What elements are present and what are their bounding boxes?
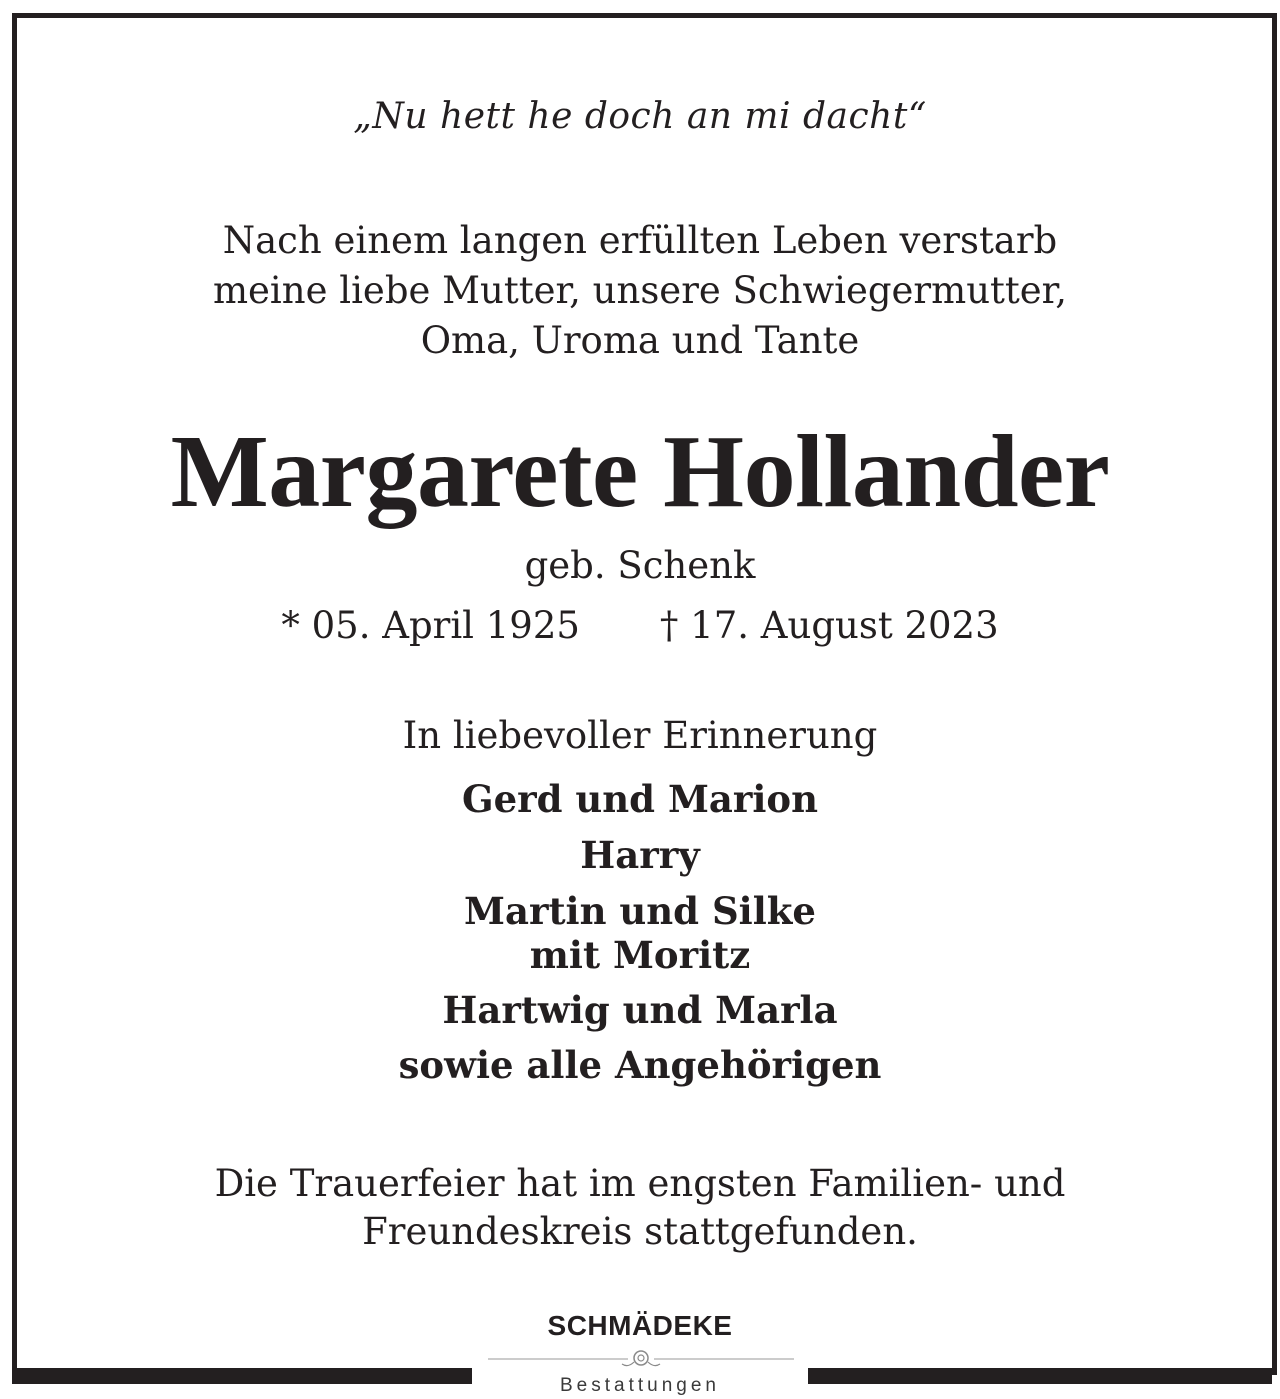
birth-date: * 05. April 1925 <box>281 604 580 647</box>
motto-quote: „Nu hett he doch an mi dacht“ <box>353 96 927 137</box>
deceased-name: Margarete Hollander <box>170 414 1110 529</box>
mourner-line: sowie alle Angehörigen <box>398 1043 882 1087</box>
mourner-line: Martin und Silke <box>464 889 816 933</box>
memory-line: In liebevoller Erinnerung <box>402 714 878 757</box>
funeral-home-subtitle: Bestattungen <box>560 1375 720 1396</box>
swirl-ornament-icon <box>488 1348 794 1370</box>
ceremony-note <box>0 1160 1280 1256</box>
intro-line: meine liebe Mutter, unsere Schwiegermutter, <box>212 269 1068 312</box>
mourner-line: Hartwig und Marla <box>442 988 838 1032</box>
death-date: † 17. August 2023 <box>659 604 999 647</box>
intro-line: Oma, Uroma und Tante <box>420 319 860 362</box>
life-dates <box>0 604 1280 647</box>
intro-text <box>0 216 1280 366</box>
mourner-line: Harry <box>580 833 700 877</box>
ceremony-line: Freundeskreis stattgefunden. <box>362 1210 918 1253</box>
ceremony-line: Die Trauerfeier hat im engsten Familien- und <box>214 1162 1066 1205</box>
funeral-home-name: SCHMÄDEKE <box>547 1310 733 1341</box>
maiden-name: geb. Schenk <box>524 544 756 587</box>
intro-line: Nach einem langen erfüllten Leben verstarb <box>222 219 1058 262</box>
mourner-line: mit Moritz <box>529 933 751 977</box>
mourner-line: Gerd und Marion <box>462 777 818 821</box>
